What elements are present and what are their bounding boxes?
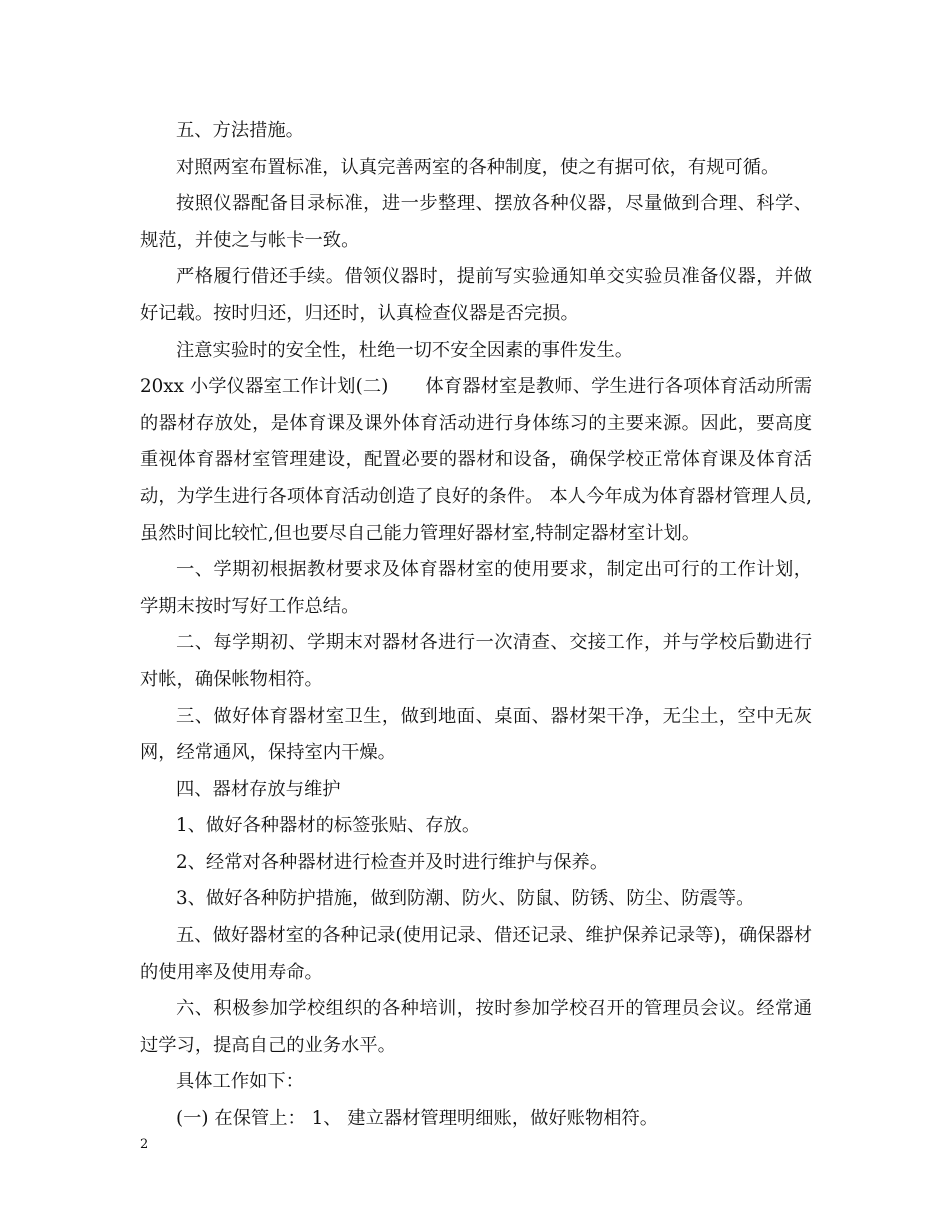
- paragraph: (一) 在保管上： 1、 建立器材管理明细账，做好账物相符。: [176, 1108, 659, 1130]
- paragraph: 按照仪器配备目录标准，进一步整理、摆放各种仪器，尽量做到合理、科学、规范，并使之与帐卡一致。: [140, 193, 812, 251]
- paragraph: 三、做好体育器材室卫生，做到地面、桌面、器材架干净，无尘土，空中无灰网，经常通风，保持室内干燥。: [140, 705, 812, 764]
- paragraph: 四、器材存放与维护: [176, 778, 341, 800]
- paragraph-section-heading-and-intro: 20xx 小学仪器室工作计划(二) 体育器材室是教师、学生进行各项体育活动所需的器材存放处，是体育课及课外体育活动进行身体练习的主要来源。因此，要高度重视体育器材室管理建设，配置必要的器材和设备，确保学校正常体育课及体育活动，为学生进行各项体育活动创造了良好的条件。 本人今年成为体育器材管理人员,虽然时间比较忙,但也要尽自己能力管理好器材室,特制定器材室计划。: [140, 376, 812, 544]
- paragraph: 1、做好各种器材的标签张贴、存放。: [176, 815, 481, 837]
- paragraph: 3、做好各种防护措施，做到防潮、防火、防鼠、防锈、防尘、防震等。: [176, 888, 755, 910]
- paragraph: 严格履行借还手续。借领仪器时，提前写实验通知单交实验员准备仪器，并做好记载。按时归还，归还时，认真检查仪器是否完损。: [140, 266, 812, 324]
- paragraph: 二、每学期初、学期末对器材各进行一次清查、交接工作，并与学校后勤进行对帐，确保帐物相符。: [140, 632, 812, 690]
- paragraph: 注意实验时的安全性，杜绝一切不安全因素的事件发生。: [176, 339, 634, 361]
- paragraph: 2、经常对各种器材进行检查并及时进行维护与保养。: [176, 851, 609, 873]
- paragraph: 具体工作如下：: [176, 1071, 304, 1093]
- page-number: 2: [140, 1137, 149, 1152]
- paragraph: 六、积极参加学校组织的各种培训，按时参加学校召开的管理员会议。经常通过学习，提高自己的业务水平。: [140, 998, 812, 1056]
- paragraph: 一、学期初根据教材要求及体育器材室的使用要求，制定出可行的工作计划，学期末按时写好工作总结。: [140, 559, 812, 617]
- paragraph: 五、方法措施。: [176, 120, 304, 141]
- document-body: [140, 113, 812, 1138]
- paragraph: 五、做好器材室的各种记录(使用记录、借还记录、维护保养记录等)，确保器材的使用率及使用寿命。: [140, 925, 812, 983]
- paragraph: 对照两室布置标准，认真完善两室的各种制度，使之有据可依，有规可循。: [176, 156, 780, 178]
